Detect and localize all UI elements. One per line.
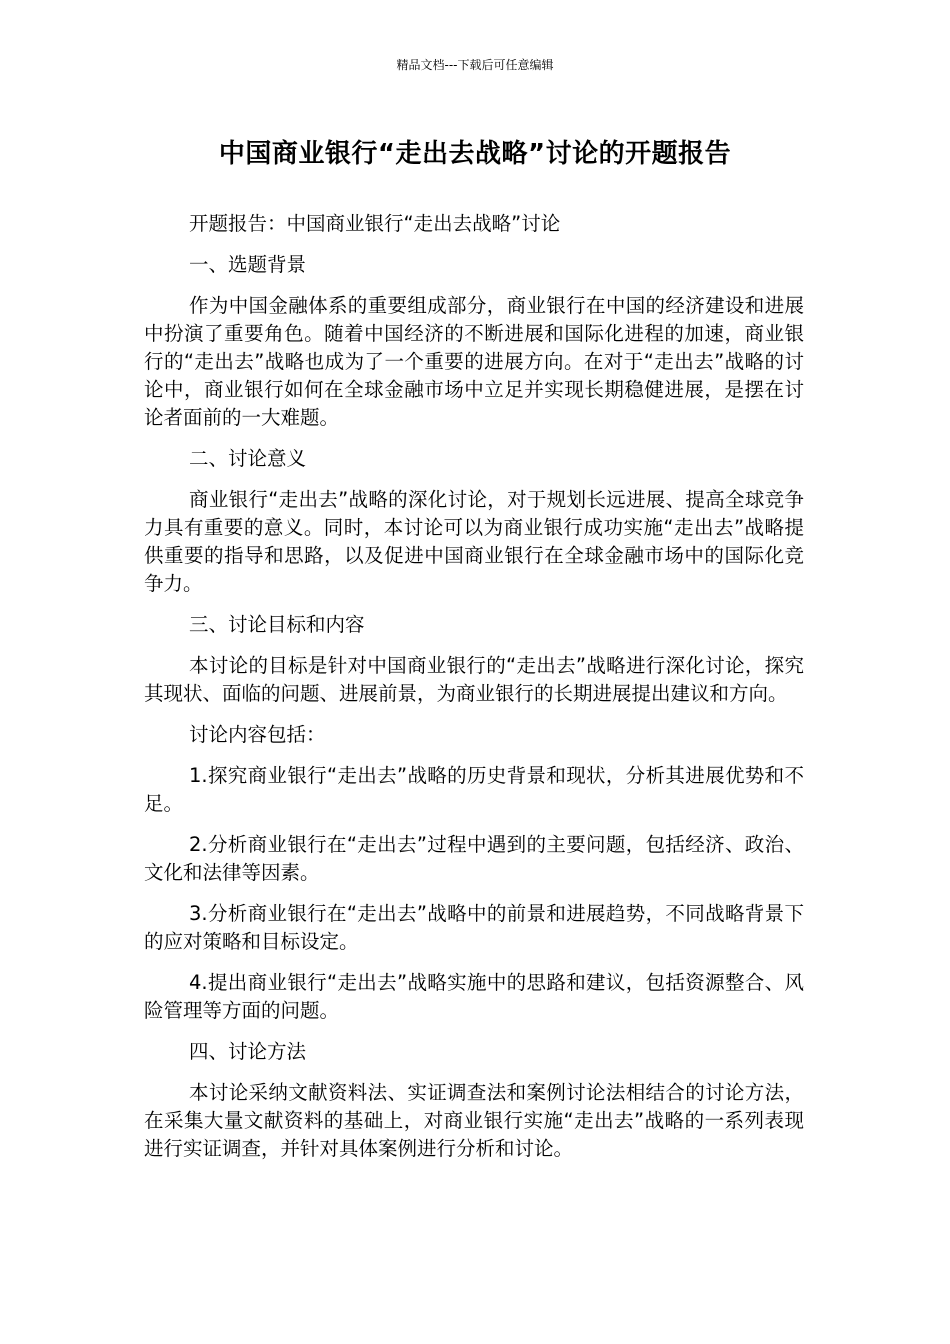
content-item-3: 3.分析商业银行在“走出去”战略中的前景和进展趋势，不同战略背景下的应对策略和目标设定。 — [144, 902, 804, 953]
document-title: 中国商业银行“走出去战略”讨论的开题报告 — [218, 139, 732, 169]
content-item-2: 2.分析商业银行在“走出去”过程中遇到的主要问题，包括经济、政治、文化和法律等因素。 — [144, 833, 804, 884]
document-body — [144, 210, 804, 1176]
paragraph-background: 作为中国金融体系的重要组成部分，商业银行在中国的经济建设和进展中扮演了重要角色。随着中国经济的不断进展和国际化进程的加速，商业银行的“走出去”战略也成为了一个重要的进展方向。在对于“走出去”战略的讨论中，商业银行如何在全球金融市场中立足并实现长期稳健进展，是摆在讨论者面前的一大难题。 — [144, 294, 804, 429]
paragraph-objectives: 本讨论的目标是针对中国商业银行的“走出去”战略进行深化讨论，探究其现状、面临的问题、进展前景，为商业银行的长期进展提出建议和方向。 — [144, 654, 804, 705]
report-subtitle: 开题报告：中国商业银行“走出去战略”讨论 — [189, 212, 561, 235]
section-heading-methods: 四、讨论方法 — [189, 1040, 307, 1063]
section-heading-objectives: 三、讨论目标和内容 — [189, 613, 365, 636]
section-heading-significance: 二、讨论意义 — [189, 447, 307, 470]
content-intro: 讨论内容包括： — [189, 723, 326, 746]
section-heading-background: 一、选题背景 — [189, 253, 307, 276]
content-item-4: 4.提出商业银行“走出去”战略实施中的思路和建议，包括资源整合、风险管理等方面的问题。 — [144, 971, 804, 1022]
content-item-1: 1.探究商业银行“走出去”战略的历史背景和现状，分析其进展优势和不足。 — [144, 764, 804, 815]
paragraph-significance: 商业银行“走出去”战略的深化讨论，对于规划长远进展、提高全球竞争力具有重要的意义。同时，本讨论可以为商业银行成功实施“走出去”战略提供重要的指导和思路，以及促进中国商业银行在全球金融市场中的国际化竞争力。 — [144, 488, 804, 595]
header-note: 精品文档---下载后可任意编辑 — [396, 58, 554, 72]
paragraph-methods: 本讨论采纳文献资料法、实证调查法和案例讨论法相结合的讨论方法，在采集大量文献资料的基础上，对商业银行实施“走出去”战略的一系列表现进行实证调查，并针对具体案例进行分析和讨论。 — [144, 1081, 804, 1160]
